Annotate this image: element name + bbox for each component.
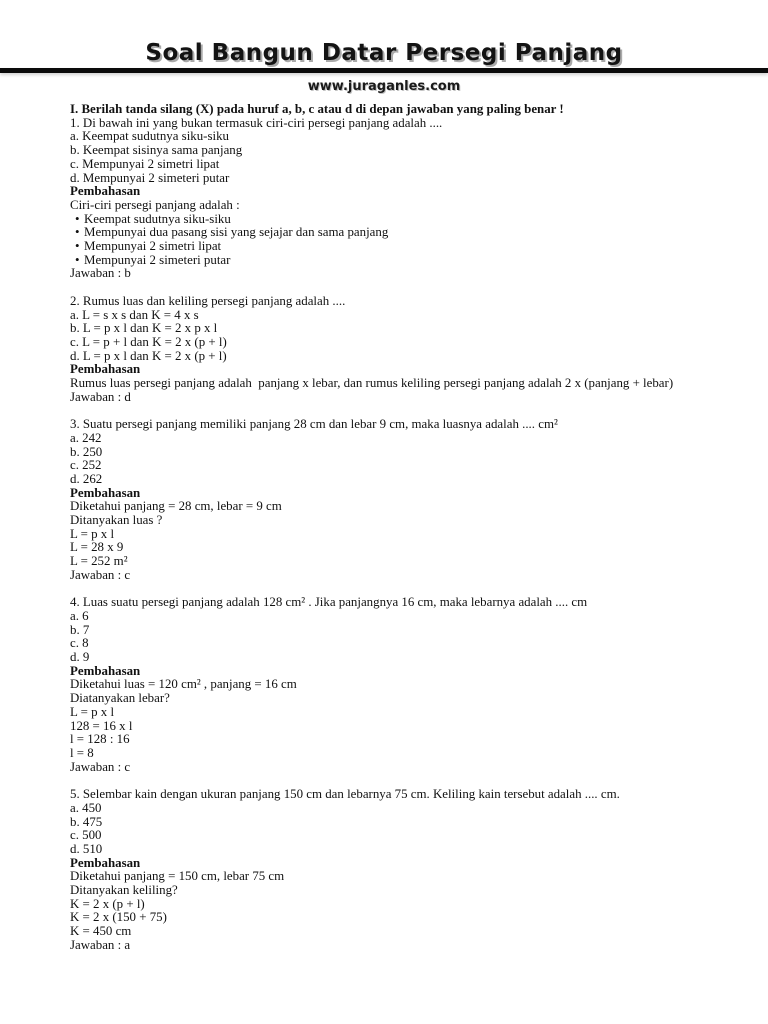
explanation-line: Keempat sudutnya siku-siku — [84, 211, 231, 226]
option-text: d. 262 — [70, 471, 103, 486]
document-header — [0, 0, 768, 94]
explanation-line: Rumus luas persegi panjang adalah panjang x lebar, dan rumus keliling persegi panjang adalah 2 x (panjang + lebar) — [70, 376, 674, 391]
pembahasan-label: Pembahasan — [70, 362, 141, 377]
explanation-line: Diketahui panjang = 150 cm, lebar 75 cm — [70, 869, 285, 884]
explanation-line: Mempunyai dua pasang sisi yang sejajar dan sama panjang — [84, 225, 389, 240]
option-text: b. L = p x l dan K = 2 x p x l — [70, 321, 218, 336]
explanation-line: Ditanyakan keliling? — [70, 883, 178, 898]
pembahasan-label: Pembahasan — [70, 855, 141, 870]
option-text: d. 9 — [70, 650, 90, 665]
option-text: b. 7 — [70, 622, 90, 637]
option-text: a. L = s x s dan K = 4 x s — [70, 307, 199, 322]
answer-text: Jawaban : c — [70, 759, 131, 774]
bullet-icon: • — [75, 239, 80, 254]
question-text: 3. Suatu persegi panjang memiliki panjang 28 cm dan lebar 9 cm, maka luasnya adalah .... cm² — [70, 417, 558, 432]
header-rule-divider — [0, 68, 768, 73]
option-text: b. 250 — [70, 444, 103, 459]
explanation-line: Diketahui luas = 120 cm² , panjang = 16 cm — [70, 677, 297, 692]
document-body — [0, 94, 768, 953]
pembahasan-label: Pembahasan — [70, 485, 141, 500]
explanation-bullet-row — [70, 226, 706, 240]
question-text: 1. Di bawah ini yang bukan termasuk ciri-ciri persegi panjang adalah .... — [70, 115, 443, 130]
option-text: c. L = p + l dan K = 2 x (p + l) — [70, 334, 227, 349]
explanation-line: K = 450 cm — [70, 924, 132, 939]
explanation-line: Mempunyai 2 simetri lipat — [84, 239, 222, 254]
explanation-line: L = p x l — [70, 704, 115, 719]
explanation-line: K = 2 x (p + l) — [70, 896, 145, 911]
option-text: b. 475 — [70, 814, 103, 829]
explanation-line: K = 2 x (150 + 75) — [70, 910, 167, 925]
option-text: c. 500 — [70, 828, 102, 843]
questions — [70, 117, 706, 953]
option-text: c. 8 — [70, 636, 89, 651]
option-text: d. Mempunyai 2 simeteri putar — [70, 170, 230, 185]
question-block — [70, 117, 706, 281]
question-text: 4. Luas suatu persegi panjang adalah 128 cm² . Jika panjangnya 16 cm, maka lebarnya adalah .... cm — [70, 595, 588, 610]
answer-text: Jawaban : c — [70, 567, 131, 582]
explanation-line: Ditanyakan luas ? — [70, 513, 163, 528]
option-text: b. Keempat sisinya sama panjang — [70, 143, 243, 158]
answer-text: Jawaban : b — [70, 266, 131, 281]
option-text: a. Keempat sudutnya siku-siku — [70, 129, 229, 144]
pembahasan-label: Pembahasan — [70, 184, 141, 199]
option-text: c. 252 — [70, 458, 102, 473]
answer-text: Jawaban : a — [70, 937, 131, 952]
explanation-bullet-row — [70, 240, 706, 254]
question-block — [70, 788, 706, 952]
explanation-line: l = 128 : 16 — [70, 732, 130, 747]
explanation-line: 128 = 16 x l — [70, 718, 133, 733]
section-instruction: I. Berilah tanda silang (X) pada huruf a, b, c atau d di depan jawaban yang paling benar ! — [70, 102, 564, 116]
bullet-icon: • — [75, 211, 80, 226]
explanation-line: Ciri-ciri persegi panjang adalah : — [70, 197, 240, 212]
question-block — [70, 596, 706, 774]
question-text: 2. Rumus luas dan keliling persegi panjang adalah .... — [70, 293, 346, 308]
answer-text: Jawaban : d — [70, 389, 131, 404]
question-block — [70, 418, 706, 582]
question-text: 5. Selembar kain dengan ukuran panjang 150 cm dan lebarnya 75 cm. Keliling kain tersebut adalah .... cm. — [70, 787, 620, 802]
question-block — [70, 295, 706, 405]
website-url: www.juraganles.com — [307, 79, 461, 94]
explanation-line: L = 28 x 9 — [70, 540, 124, 555]
explanation-line: Diatanyakan lebar? — [70, 691, 170, 706]
explanation-bullet-row — [70, 254, 706, 268]
option-text: a. 6 — [70, 608, 89, 623]
bullet-icon: • — [75, 225, 80, 240]
explanation-line: l = 8 — [70, 746, 94, 760]
document-title: Soal Bangun Datar Persegi Panjang — [145, 40, 623, 66]
explanation-line: Diketahui panjang = 28 cm, lebar = 9 cm — [70, 499, 282, 514]
explanation-line: L = 252 m² — [70, 554, 128, 569]
option-text: a. 242 — [70, 430, 102, 445]
option-text: a. 450 — [70, 800, 102, 815]
option-text: d. 510 — [70, 841, 103, 856]
explanation-line: L = p x l — [70, 526, 115, 541]
bullet-icon: • — [75, 252, 80, 267]
option-text: d. L = p x l dan K = 2 x (p + l) — [70, 348, 227, 363]
option-text: c. Mempunyai 2 simetri lipat — [70, 156, 220, 171]
explanation-line: Mempunyai 2 simeteri putar — [84, 252, 231, 267]
pembahasan-label: Pembahasan — [70, 663, 141, 678]
explanation-bullet-row — [70, 213, 706, 227]
